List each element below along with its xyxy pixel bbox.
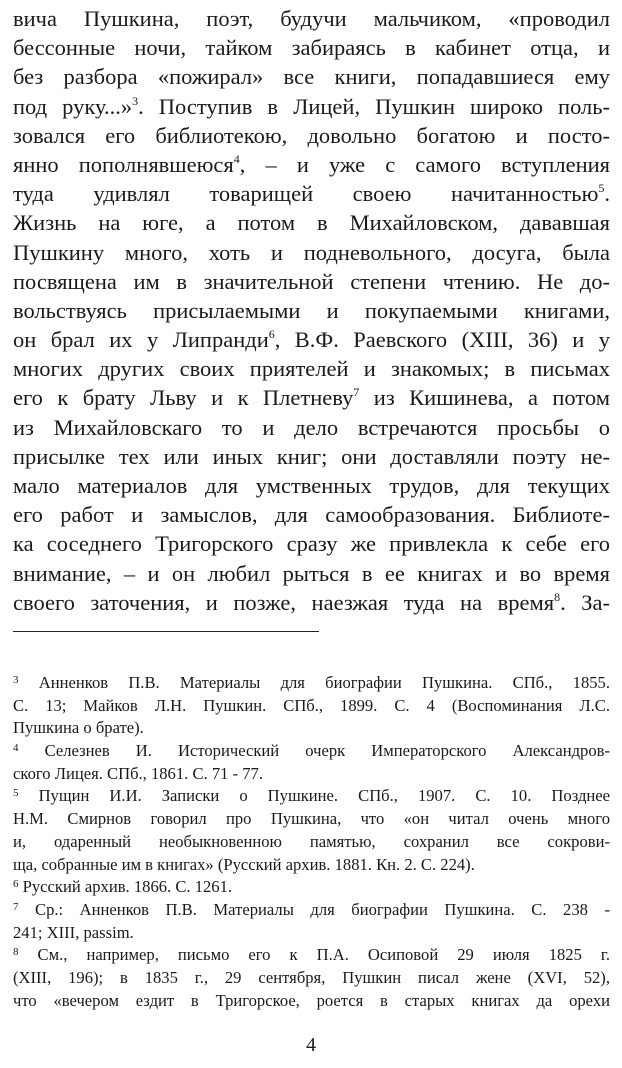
footnote-text: Русский архив. 1866. С. 1261. (22, 877, 233, 897)
footnote-text: ского Лицея. СПб., 1861. С. 71 - 77. (13, 763, 263, 783)
text-fragment: вича Пушкина, поэт, будучи мальчиком, «проводил (13, 6, 610, 31)
text-fragment: внимание, – и он любил рыться в ее книгах и во время (13, 560, 610, 586)
text-line (13, 325, 610, 354)
footnote-text: ща, собранные им в книгах» (Русский архив. 1881. Кн. 2. С. 224). (13, 854, 475, 874)
text-fragment: под руку...» (13, 93, 133, 119)
text-fragment: зовался его библиотекою, довольно богатою и посто- (13, 122, 610, 148)
footnote-ref: 4 (233, 151, 240, 166)
footnote-ref: 5 (598, 181, 605, 196)
footnote-ref: 8 (554, 589, 561, 604)
page-number: 4 (306, 1034, 316, 1056)
footnote-line (13, 922, 610, 945)
text-fragment: посвящена им в значительной степени чтению. Не до- (13, 268, 610, 294)
footnote-line (13, 990, 610, 1013)
text-line (13, 500, 610, 529)
footnote-ref: 7 (353, 385, 360, 400)
text-fragment: присылке тех или иных книг; они доставляли поэту не- (13, 443, 610, 469)
text-line (13, 4, 610, 33)
text-fragment: . Поступив в Лицей, Пушкин широко поль- (138, 93, 610, 119)
footnote-separator (13, 631, 319, 632)
footnote-text: Анненков П.В. Материалы для биографии Пушкина. СПб., 1855. (38, 673, 610, 692)
text-fragment: Пушкину много, хоть и подневольного, досуга, была (13, 239, 610, 265)
text-fragment: из Кишинева, а потом (359, 385, 610, 411)
footnote-line (13, 740, 610, 763)
text-line (13, 150, 610, 179)
footnote-text: С. 13; Майков Л.Н. Пушкин. СПб., 1899. С. 4 (Воспоминания Л.С. (13, 695, 610, 715)
text-line (13, 442, 610, 471)
footnote-text: Пущин И.И. Записки о Пушкине. СПб., 1907. С. 10. Позднее (38, 786, 611, 806)
footnote-line (13, 763, 610, 786)
footnote-line (13, 808, 610, 831)
text-fragment: мало материалов для умственных трудов, для текущих (13, 473, 610, 498)
text-fragment: без разбора «пожирал» все книги, попадавшиеся ему (13, 64, 610, 90)
text-fragment: своего заточения, и позже, наезжая туда на время (13, 589, 555, 615)
text-line (13, 559, 610, 588)
footnote-text: См., например, письмо его к П.А. Осиповой 29 июля 1825 г. (37, 945, 610, 965)
text-line (13, 238, 610, 267)
footnote-text: Н.М. Смирнов говорил про Пушкина, что «он читал очень много (13, 809, 610, 829)
footnote-text: Пушкина о брате). (13, 718, 144, 738)
text-fragment: Жизнь на юге, а потом в Михайловском, дававшая (13, 210, 610, 236)
footnote-line (13, 785, 610, 808)
footnote-line (13, 899, 610, 922)
text-line (13, 471, 610, 500)
footnote-number: 5 (13, 787, 19, 800)
footnotes (13, 672, 610, 1012)
text-line (13, 383, 610, 412)
footnote-text: и, одаренный необыкновенною памятью, сохранил все сокрови- (13, 831, 610, 851)
footnote-number: 7 (13, 900, 19, 913)
text-fragment: его к брату Льву и к Плетневу (13, 385, 354, 411)
footnote-text: (XIII, 196); в 1835 г., 29 сентября, Пушкин писал жене (XVI, 52), (13, 967, 610, 987)
footnote-ref: 3 (132, 93, 139, 108)
footnote-line (13, 672, 610, 695)
footnote-number: 8 (13, 946, 19, 959)
text-line (13, 267, 610, 296)
text-line (13, 529, 610, 558)
text-line (13, 208, 610, 237)
text-fragment: он брал их у Липранди (13, 327, 269, 353)
text-fragment: . (604, 181, 610, 207)
footnote-line (13, 831, 610, 854)
footnote-line (13, 944, 610, 967)
text-fragment: ка соседнего Тригорского сразу же привлекла к себе его (13, 531, 610, 557)
text-line (13, 62, 610, 91)
text-line (13, 179, 610, 208)
text-line (13, 33, 610, 62)
text-fragment: его работ и замыслов, для самообразования. Библиоте- (13, 502, 610, 528)
text-line (13, 354, 610, 383)
body-text (13, 4, 610, 617)
footnote-number: 3 (13, 674, 19, 686)
text-fragment: туда удивлял товарищей своею начитанностью (13, 181, 599, 207)
footnote-text: что «вечером ездит в Тригорское, роется в старых книгах да орехи (13, 990, 610, 1010)
footnote-number: 4 (13, 742, 19, 755)
footnote-text: Ср.: Анненков П.В. Материалы для биографии Пушкина. С. 238 - (35, 899, 610, 919)
footnote-ref: 6 (268, 327, 275, 342)
footnote-line (13, 717, 610, 740)
footnote-number: 6 (13, 878, 19, 891)
text-line (13, 588, 610, 617)
footnote-text: Селезнев И. Исторический очерк Императорского Александров- (44, 741, 610, 761)
footnote-line (13, 876, 610, 899)
footnote-line (13, 967, 610, 990)
text-fragment: из Михайловскаго то и дело встречаются просьбы о (13, 414, 610, 440)
text-fragment: янно пополнявшеюся (13, 151, 234, 177)
footnote-line (13, 854, 610, 877)
text-line (13, 121, 610, 150)
text-line (13, 296, 610, 325)
text-fragment: бессонные ночи, тайком забираясь в кабинет отца, и (13, 35, 610, 61)
footnote-text: 241; XIII, passim. (13, 922, 134, 942)
text-fragment: , – и уже с самого вступления (239, 151, 610, 177)
text-fragment: . За- (560, 589, 610, 615)
footnote-line (13, 695, 610, 718)
text-line (13, 413, 610, 442)
text-line (13, 92, 610, 121)
text-fragment: многих других своих приятелей и знакомых; в письмах (13, 356, 610, 382)
text-fragment: вольствуясь присылаемыми и покупаемыми книгами, (13, 297, 610, 323)
text-fragment: , В.Ф. Раевского (XIII, 36) и у (274, 327, 610, 353)
